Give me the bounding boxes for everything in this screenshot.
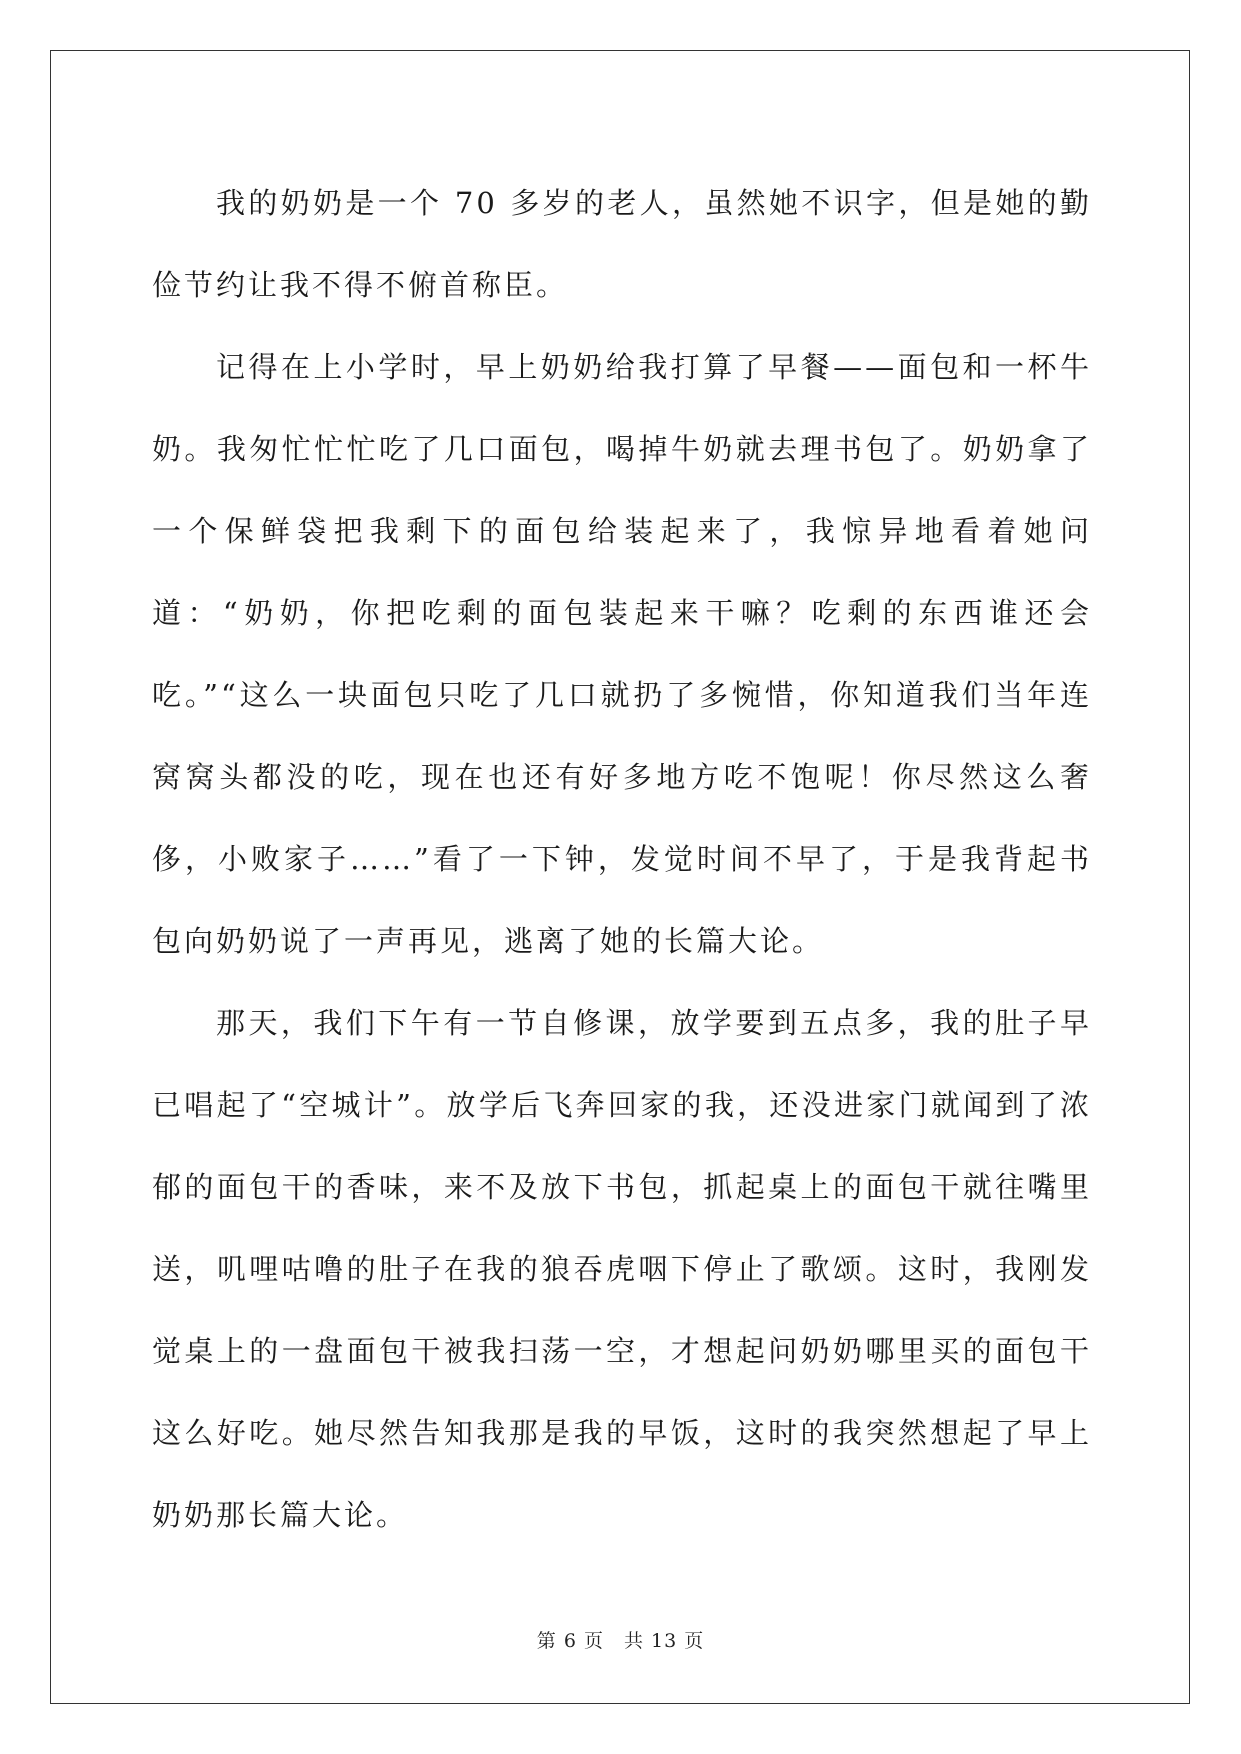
- page-footer: 第 6 页 共 13 页: [536, 1630, 705, 1652]
- document-body: [152, 162, 1092, 1556]
- paragraph-1: 我的奶奶是一个 70 多岁的老人，虽然她不识字，但是她的勤俭节约让我不得不俯首称臣。: [152, 186, 1092, 302]
- paragraph-2: 记得在上小学时，早上奶奶给我打算了早餐——面包和一杯牛奶。我匆忙忙忙吃了几口面包，喝掉牛奶就去理书包了。奶奶拿了一个保鲜袋把我剩下的面包给装起来了，我惊异地看着她问道：“奶奶，你把吃剩的面包装起来干嘛？吃剩的东西谁还会吃。”“这么一块面包只吃了几口就扔了多惋惜，你知道我们当年连窝窝头都没的吃，现在也还有好多地方吃不饱呢！你尽然这么奢侈，小败家子……”看了一下钟，发觉时间不早了，于是我背起书包向奶奶说了一声再见，逃离了她的长篇大论。: [152, 350, 1092, 958]
- paragraph-3: 那天，我们下午有一节自修课，放学要到五点多，我的肚子早已唱起了“空城计”。放学后飞奔回家的我，还没进家门就闻到了浓郁的面包干的香味，来不及放下书包，抓起桌上的面包干就往嘴里送，叽哩咕噜的肚子在我的狼吞虎咽下停止了歌颂。这时，我刚发觉桌上的一盘面包干被我扫荡一空，才想起问奶奶哪里买的面包干这么好吃。她尽然告知我那是我的早饭，这时的我突然想起了早上奶奶那长篇大论。: [152, 1006, 1092, 1532]
